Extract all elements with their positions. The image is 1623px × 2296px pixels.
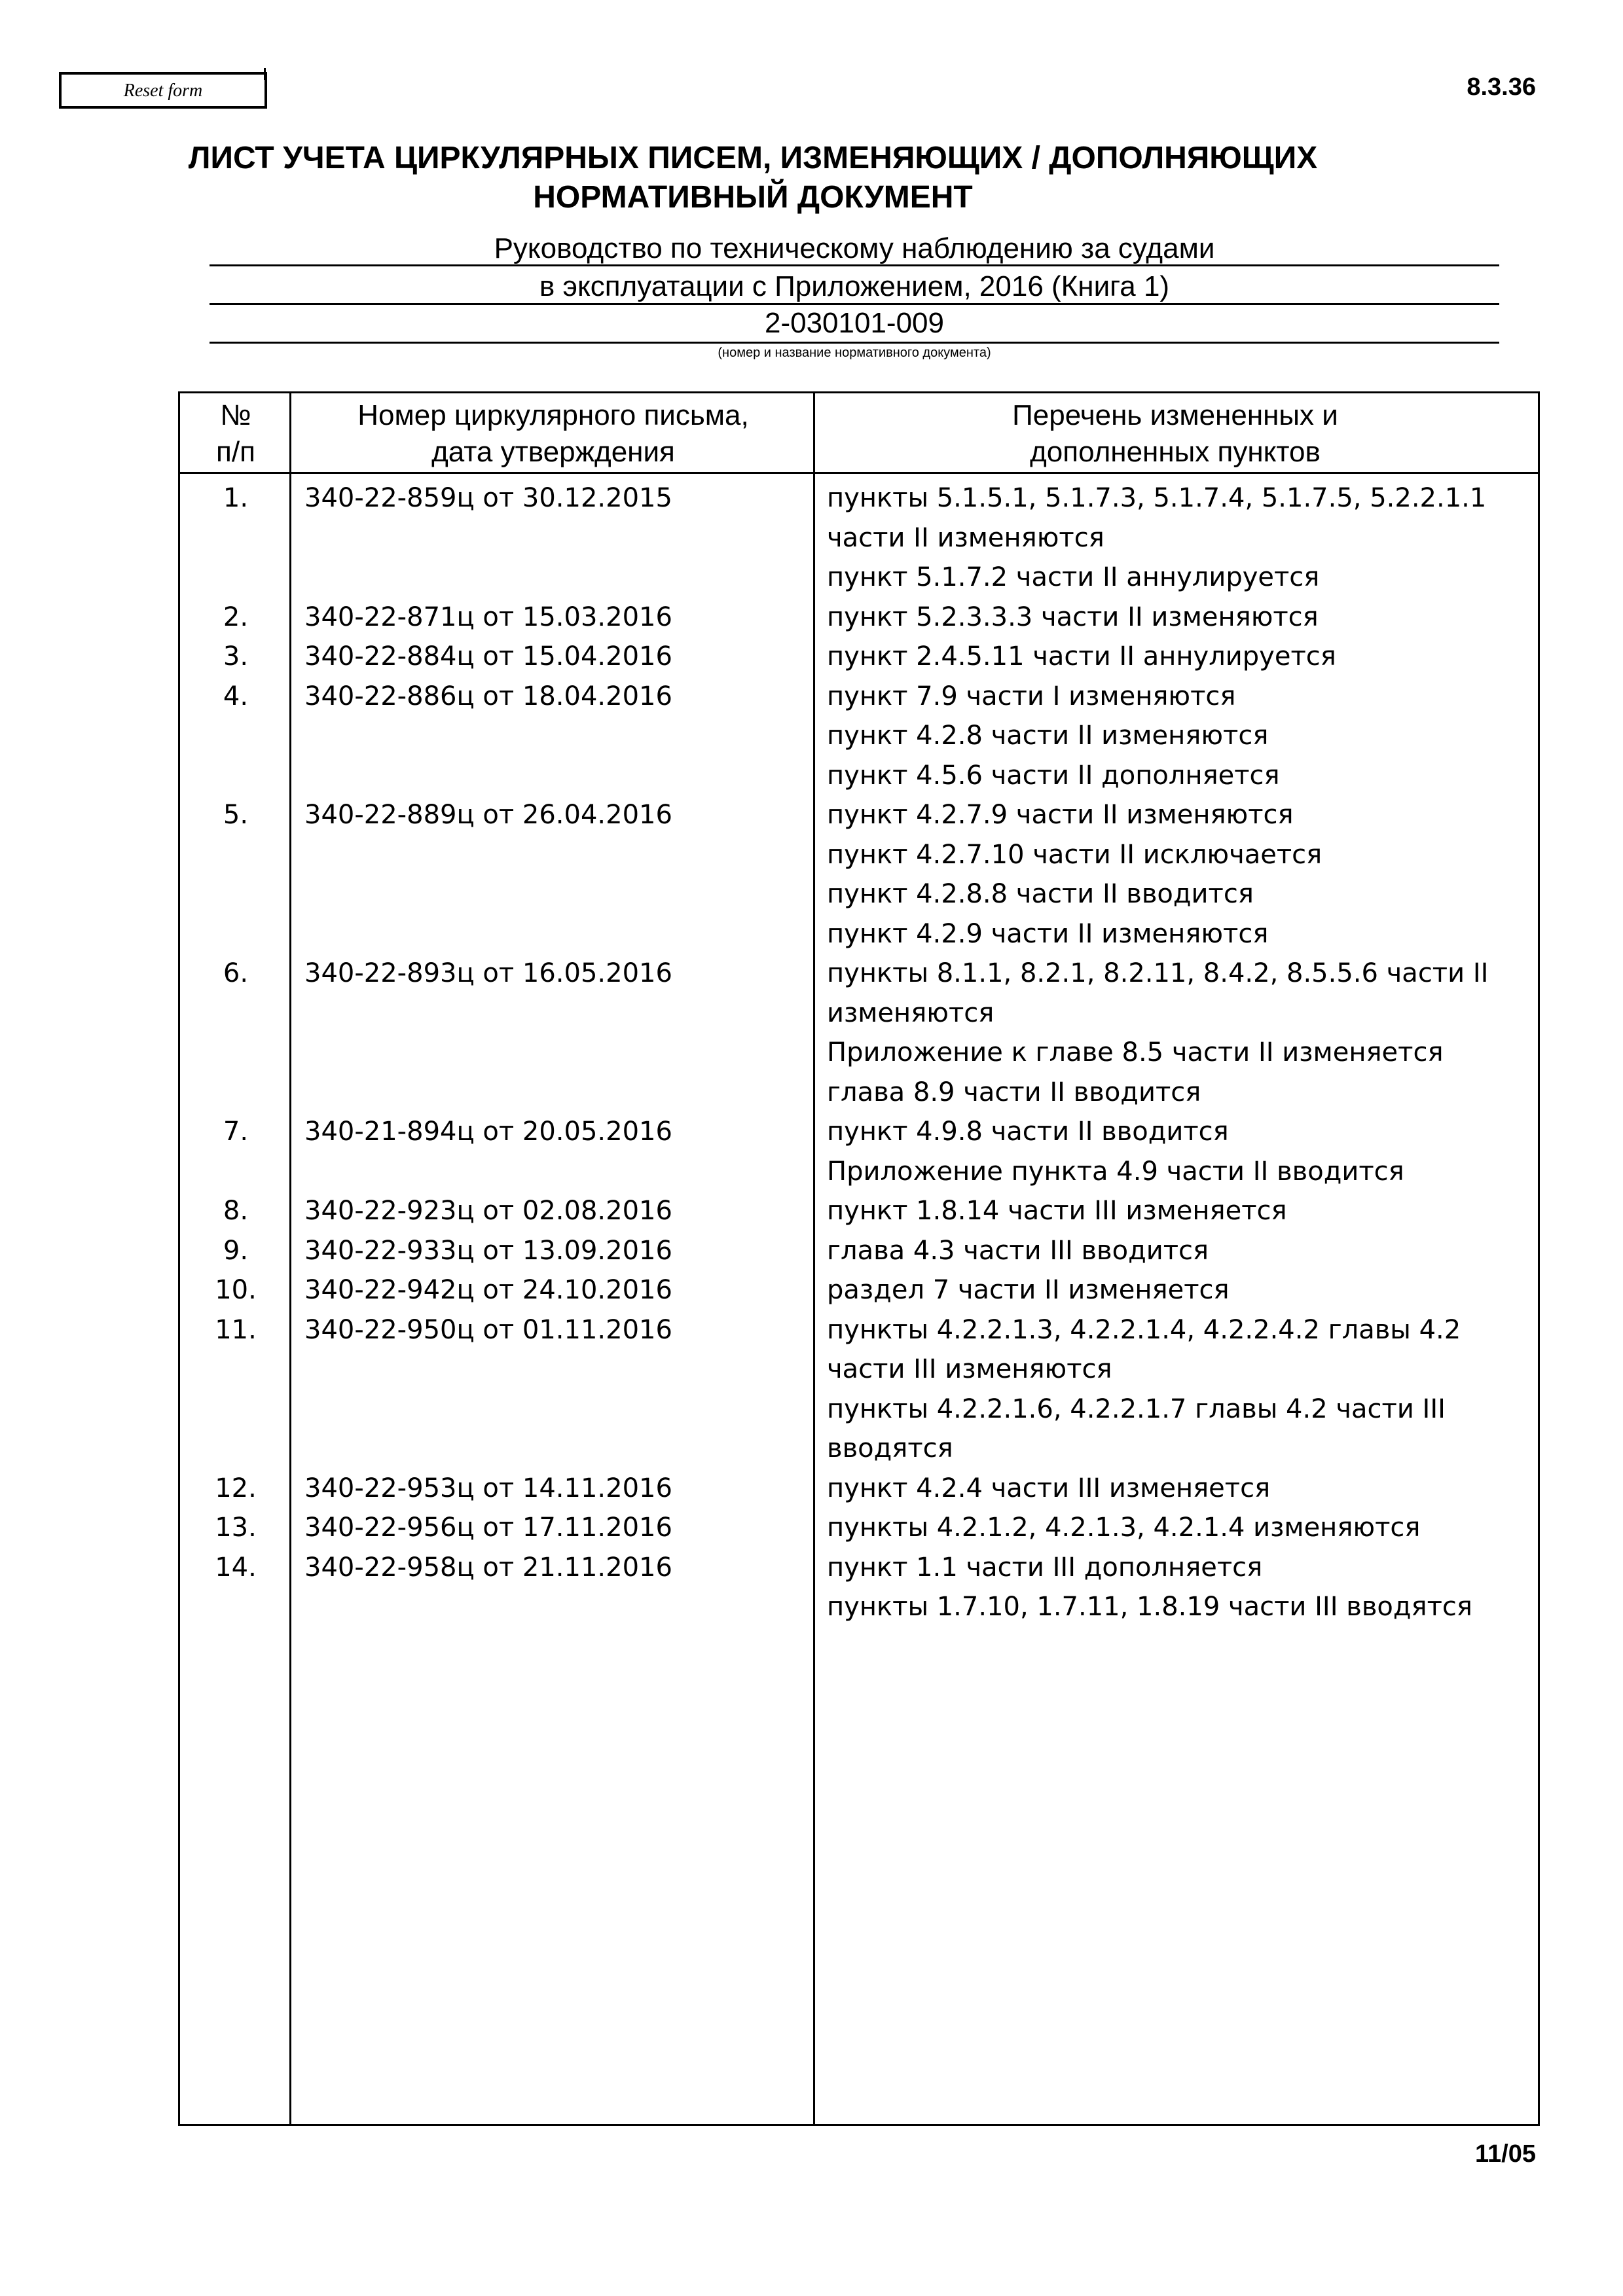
- table-row: [180, 1112, 1538, 1191]
- changed-item-line: изменяются: [827, 997, 994, 1028]
- row-circular-letter: 340-22-884ц от 15.04.2016: [304, 641, 672, 672]
- header-items-line-1: Перечень измененных и: [1012, 399, 1338, 431]
- table-row: [180, 954, 1538, 1112]
- row-changed-items: [815, 1191, 1529, 1231]
- changed-item-line: пункт 1.1 части III дополняется: [827, 1552, 1263, 1583]
- page-title-line-1: ЛИСТ УЧЕТА ЦИРКУЛЯРНЫХ ПИСЕМ, ИЗМЕНЯЮЩИХ / ДОПОЛНЯЮЩИХ: [188, 141, 1318, 175]
- header-number-line-2: п/п: [216, 436, 255, 468]
- table-row: [180, 1508, 1538, 1548]
- table-row: [180, 677, 1538, 796]
- table-row: [180, 1270, 1538, 1310]
- changed-item-line: части III изменяются: [827, 1354, 1112, 1384]
- row-changed-items: [815, 478, 1529, 598]
- row-circular-letter: 340-22-859ц от 30.12.2015: [304, 483, 672, 513]
- changed-item-line: пункт 5.2.3.3.3 части II изменяются: [827, 601, 1319, 632]
- row-number: 7.: [223, 1117, 249, 1147]
- row-changed-items: [815, 1112, 1529, 1191]
- row-circular-letter: 340-22-958ц от 21.11.2016: [304, 1552, 672, 1583]
- row-number: 1.: [223, 483, 249, 513]
- row-number: 8.: [223, 1196, 249, 1226]
- header-letter-line-2: дата утверждения: [431, 436, 675, 468]
- row-changed-items: [815, 1270, 1529, 1310]
- row-number: 4.: [223, 681, 249, 711]
- row-changed-items: [815, 1310, 1529, 1469]
- page-title: [183, 139, 1322, 217]
- row-number: 2.: [223, 601, 249, 632]
- changed-item-line: Приложение к главе 8.5 части II изменяется: [827, 1037, 1444, 1067]
- header-number-line-1: №: [220, 399, 251, 431]
- header-items: [815, 397, 1535, 471]
- row-number: 14.: [215, 1552, 257, 1583]
- row-changed-items: [815, 598, 1529, 637]
- page-title-line-2: НОРМАТИВНЫЙ ДОКУМЕНТ: [533, 180, 973, 215]
- row-circular-letter: 340-22-871ц от 15.03.2016: [304, 601, 672, 632]
- row-number: 5.: [223, 800, 249, 830]
- changed-item-line: пункты 4.2.2.1.3, 4.2.2.1.4, 4.2.2.4.2 главы 4.2: [827, 1314, 1461, 1345]
- row-number: 3.: [223, 641, 249, 672]
- row-changed-items: [815, 1548, 1529, 1627]
- header-number: [180, 397, 291, 471]
- row-changed-items: [815, 637, 1529, 677]
- row-circular-letter: 340-22-933ц от 13.09.2016: [304, 1235, 672, 1266]
- changed-item-line: глава 8.9 части II вводится: [827, 1077, 1201, 1107]
- header-letter-line-1: Номер циркулярного письма,: [357, 399, 749, 431]
- row-changed-items: [815, 677, 1529, 796]
- row-number: 10.: [215, 1275, 257, 1305]
- changed-item-line: пункт 4.9.8 части II вводится: [827, 1117, 1229, 1147]
- changed-item-line: пункт 4.2.8 части II изменяются: [827, 721, 1269, 751]
- row-changed-items: [815, 795, 1529, 954]
- row-number: 9.: [223, 1235, 249, 1266]
- changed-item-line: пункт 4.2.7.9 части II изменяются: [827, 800, 1294, 830]
- header-letter: [291, 397, 815, 471]
- row-changed-items: [815, 1231, 1529, 1271]
- circular-letters-table: [178, 391, 1540, 2126]
- reset-form-marker: [264, 68, 266, 80]
- changed-item-line: пункт 4.5.6 части II дополняется: [827, 760, 1280, 791]
- table-body: [180, 478, 1538, 1627]
- page-number: 11/05: [1475, 2140, 1536, 2168]
- table-row: [180, 795, 1538, 954]
- row-changed-items: [815, 954, 1529, 1112]
- changed-item-line: глава 4.3 части III вводится: [827, 1235, 1209, 1266]
- changed-item-line: части II изменяются: [827, 522, 1104, 553]
- row-circular-letter: 340-22-942ц от 24.10.2016: [304, 1275, 672, 1305]
- table-row: [180, 478, 1538, 598]
- changed-item-line: пункт 4.2.8.8 части II вводится: [827, 879, 1254, 909]
- header-divider: [180, 472, 1538, 474]
- row-circular-letter: 340-21-894ц от 20.05.2016: [304, 1117, 672, 1147]
- changed-item-line: пункты 8.1.1, 8.2.1, 8.2.11, 8.4.2, 8.5.5.6 части II: [827, 958, 1489, 988]
- row-circular-letter: 340-22-889ц от 26.04.2016: [304, 800, 672, 830]
- row-changed-items: [815, 1469, 1529, 1509]
- changed-item-line: пункты 1.7.10, 1.7.11, 1.8.19 части III вводятся: [827, 1592, 1472, 1622]
- row-circular-letter: 340-22-953ц от 14.11.2016: [304, 1473, 672, 1503]
- row-changed-items: [815, 1508, 1529, 1548]
- row-number: 12.: [215, 1473, 257, 1503]
- table-row: [180, 1310, 1538, 1469]
- divider-line: [210, 342, 1499, 344]
- document-name-line-2: в эксплуатации с Приложением, 2016 (Книга 1): [539, 270, 1170, 302]
- changed-item-line: пункты 4.2.2.1.6, 4.2.2.1.7 главы 4.2 части III: [827, 1393, 1446, 1424]
- row-circular-letter: 340-22-886ц от 18.04.2016: [304, 681, 672, 711]
- document-caption: (номер и название нормативного документа): [718, 346, 991, 360]
- divider-line: [210, 264, 1499, 266]
- row-number: 11.: [215, 1314, 257, 1345]
- changed-item-line: пункт 7.9 части I изменяются: [827, 681, 1236, 711]
- changed-item-line: пункты 5.1.5.1, 5.1.7.3, 5.1.7.4, 5.1.7.5, 5.2.2.1.1: [827, 483, 1487, 513]
- row-number: 13.: [215, 1513, 257, 1543]
- changed-item-line: пункт 4.2.9 части II изменяются: [827, 918, 1269, 949]
- row-circular-letter: 340-22-956ц от 17.11.2016: [304, 1513, 672, 1543]
- document-name-line-1: Руководство по техническому наблюдению за судами: [494, 232, 1215, 264]
- row-circular-letter: 340-22-950ц от 01.11.2016: [304, 1314, 672, 1345]
- changed-item-line: пункт 1.8.14 части III изменяется: [827, 1196, 1287, 1226]
- changed-item-line: вводятся: [827, 1433, 953, 1463]
- table-row: [180, 1469, 1538, 1509]
- changed-item-line: пункты 4.2.1.2, 4.2.1.3, 4.2.1.4 изменяются: [827, 1513, 1421, 1543]
- document-code: 8.3.36: [1467, 73, 1536, 101]
- table-row: [180, 1548, 1538, 1627]
- table-row: [180, 637, 1538, 677]
- changed-item-line: раздел 7 части II изменяется: [827, 1275, 1230, 1305]
- row-circular-letter: 340-22-893ц от 16.05.2016: [304, 958, 672, 988]
- document-number: 2-030101-009: [764, 307, 944, 339]
- table-row: [180, 598, 1538, 637]
- header-items-line-2: дополненных пунктов: [1030, 436, 1321, 468]
- changed-item-line: пункт 4.2.7.10 части II исключается: [827, 839, 1322, 870]
- changed-item-line: пункт 5.1.7.2 части II аннулируется: [827, 562, 1320, 592]
- changed-item-line: Приложение пункта 4.9 части II вводится: [827, 1156, 1404, 1187]
- table-row: [180, 1231, 1538, 1271]
- row-circular-letter: 340-22-923ц от 02.08.2016: [304, 1196, 672, 1226]
- changed-item-line: пункт 4.2.4 части III изменяется: [827, 1473, 1271, 1503]
- table-row: [180, 1191, 1538, 1231]
- row-number: 6.: [223, 958, 249, 988]
- changed-item-line: пункт 2.4.5.11 части II аннулируется: [827, 641, 1336, 672]
- reset-form-button[interactable]: Reset form: [59, 72, 267, 109]
